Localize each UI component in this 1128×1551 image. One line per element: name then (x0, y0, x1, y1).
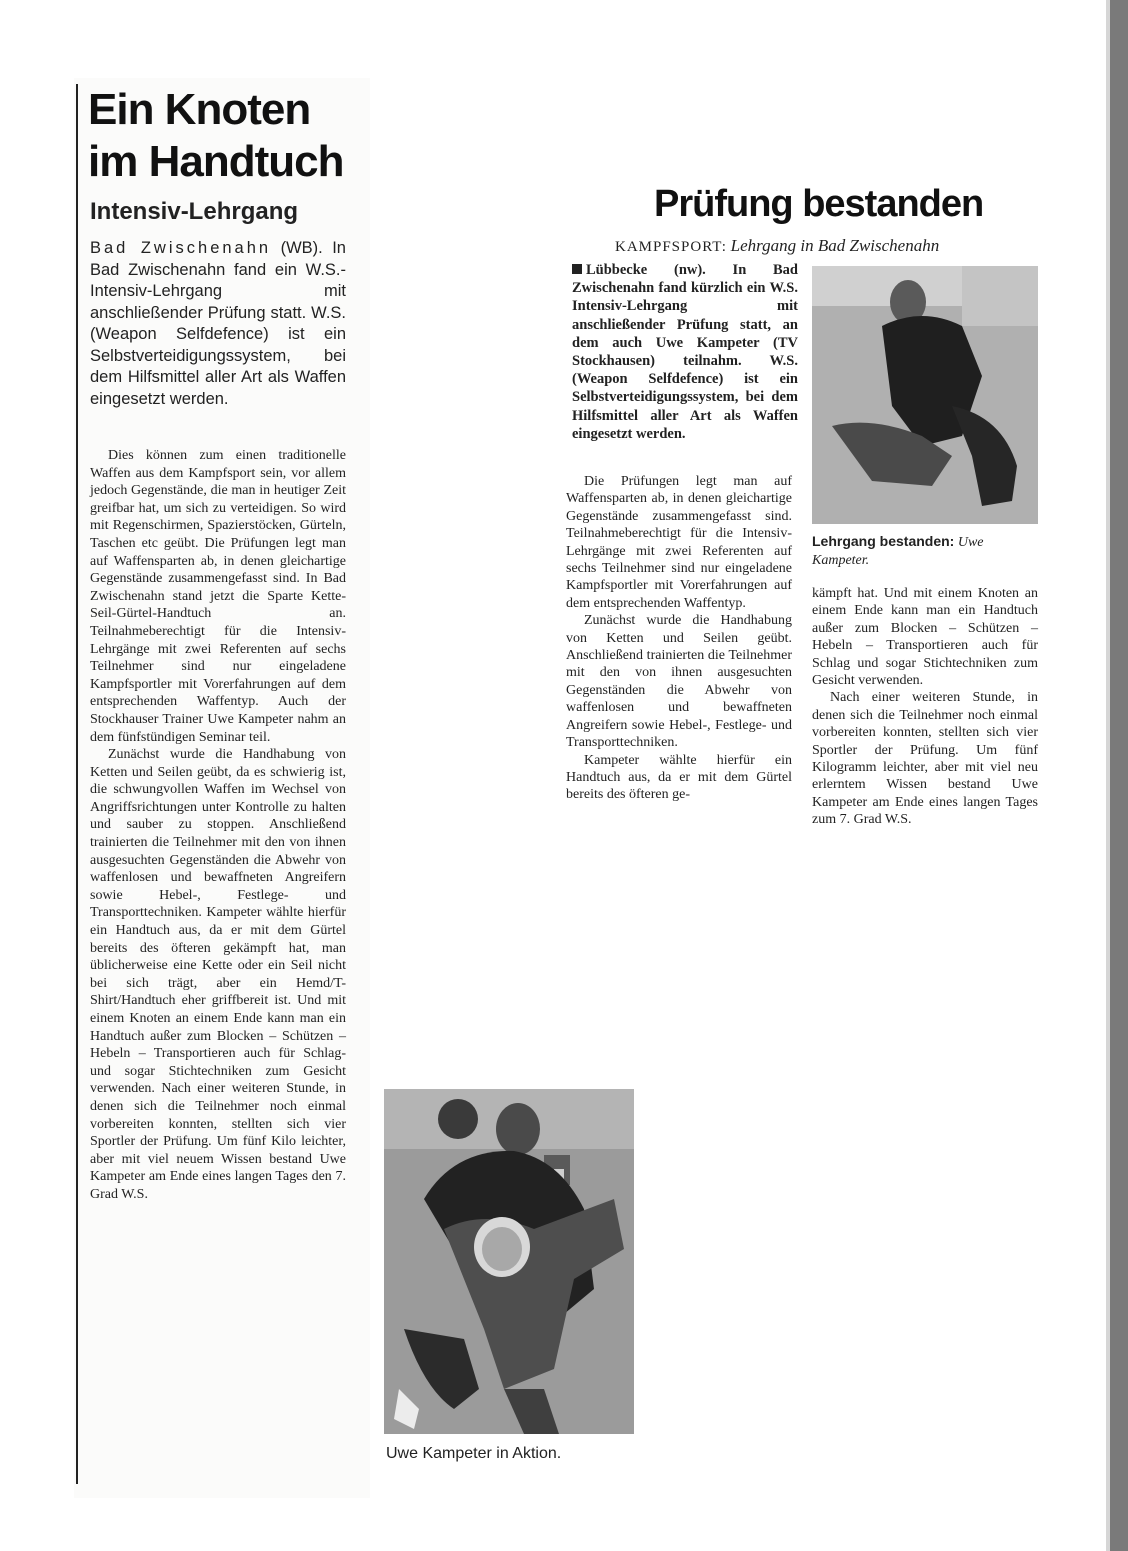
lead-text: (WB). In Bad Zwischenahn fand ein W.S.-Intensiv-Lehrgang mit anschließender Prüfung statt. W.S. (Weapon Selfdefence) ist ein Selbstverteidigungssystem, bei dem Hilfsmittel aller Art als Waffen eingesetzt werden. (90, 239, 346, 408)
column-rule (76, 84, 78, 1484)
photo-uwe-kampeter-in-aktion (384, 1089, 634, 1434)
subheadline-intensiv-lehrgang: Intensiv-Lehrgang (90, 198, 299, 225)
kicker-text: Lehrgang in Bad Zwischenahn (730, 236, 940, 255)
caption-bold: Lehrgang bestanden: (812, 533, 955, 549)
dateline-place: Bad Zwischenahn (90, 239, 272, 257)
lead-paragraph-bold (572, 261, 798, 443)
headline-ein-knoten: Ein Knoten im Handtuch (88, 85, 344, 186)
photo-image (384, 1089, 634, 1434)
body-paragraph: Zunächst wurde die Handhabung von Ketten und Seilen geübt. Anschließend trainierten die Teilnehmer mit den von ihnen ausgesuchten Gegenständen die Abwehr von waffenlosen und bewaffneten Angreifern sowie Hebel-, Festlege- und Transporttechniken. (566, 613, 792, 751)
kicker-label: KAMPFSPORT: (615, 239, 727, 255)
kicker (615, 236, 939, 256)
headline-pruefung-bestanden: Prüfung bestanden (654, 183, 984, 225)
body-paragraph-continuation: kämpft hat. Und mit einem Knoten an einem Ende kann man ein Handtuch außer zum Blocken – Schützen – Hebeln – Transportieren auch für Schlag und sogar Stichtechniken zum Gesicht verwenden. (812, 586, 1038, 689)
scan-edge (1110, 0, 1128, 1551)
photo-caption: Uwe Kampeter in Aktion. (386, 1445, 562, 1462)
lead-text: Lübbecke (nw). In Bad Zwischenahn fand kürzlich ein W.S. Intensiv-Lehrgang mit anschließender Prüfung statt, an dem auch Uwe Kampeter (TV Stockhausen) teilnahm. W.S. (Weapon Selfdefence) ist ein Selbstverteidigungssystem, bei dem Hilfsmittel aller Art als Waffen eingesetzt werden. (572, 262, 798, 442)
photo-lehrgang-bestanden (812, 266, 1038, 524)
body-paragraph: Nach einer weiteren Stunde, in denen sich die Teilnehmer noch einmal vorbereiten konnten, stellten sich vier Sportler der Prüfung. Um fünf Kilogramm leichter, aber mit viel neu erlerntem Wissen bestand Uwe Kampeter am Ende eines langen Tages zum 7. Grad W.S. (812, 690, 1038, 828)
body-paragraph: Kampeter wählte hierfür ein Handtuch aus, da er mit dem Gürtel bereits des öfteren ge- (566, 752, 792, 803)
photo-caption (812, 532, 1038, 570)
square-bullet-icon (572, 264, 582, 274)
body-paragraph: Dies können zum einen traditionelle Waffen aus dem Kampfsport sein, vor allem jedoch Gegenstände, die man in heutiger Zeit greifbar hat, um sich zu verteidigen. So wird mit Regenschirmen, Spazierstöcken, Gürteln, Taschen etc geübt. Die Prüfungen legt man auf Waffensparten ab, in denen gleichartige Gegenstände zusammengefasst sind. In Bad Zwischenahn stand jetzt die Sparte Kette-Seil-Gürtel-Handtuch an. Teilnahmeberechtigt für die Intensiv-Lehrgänge mit zwei Referenten auf sechs Teilnehmer sind nur eingeladene Kampfsportler mit Vorerfahrungen auf dem entsprechenden Waffentyp. Auch der Stockhauser Trainer Uwe Kampeter nahm an dem fünfstündigen Seminar teil. (90, 448, 346, 745)
caption-italic: Uwe Kampeter. (812, 535, 984, 568)
body-paragraph: Zunächst wurde die Handhabung von Ketten und Seilen geübt, da es schwierig ist, die schwungvollen Waffen im Wechsel von Angriffsrichtungen unter Kontrolle zu halten und sauber zu stoppen. Anschließend trainierten die Teilnehmer mit den von ihnen ausgesuchten Gegenständen die Abwehr von waffenlosen und bewaffneten Angreifern sowie Hebel-, Festlege- und Transporttechniken. Kampeter wählte hierfür ein Handtuch aus, da er mit dem Gürtel bereits des öfteren gekämpft hat, man üblicherweise eine Kette oder ein Seil nicht bei sich trägt, aber ein Hemd/T-Shirt/Handtuch eher griffbereit ist. Und mit einem Knoten an einem Ende kann man ein Handtuch außer zum Blocken – Schützen – Hebeln – Transportieren auch für Schlag- und sogar Stichtechniken zum Gesicht verwenden. Nach einer weiteren Stunde, in denen sich die Teilnehmer noch einmal vorbereiten konnten, stellten sich vier Sportler der Prüfung. Um fünf Kilo leichter, aber mit viel neuem Wissen bestand Uwe Kampeter am Ende eines langen Tages den 7. Grad W.S. (90, 747, 346, 1202)
article-body-ein-knoten (90, 447, 346, 1204)
photo-image (812, 266, 1038, 524)
lead-paragraph (90, 238, 346, 410)
article-body-pruefung-col2 (812, 585, 1038, 829)
body-paragraph: Die Prüfungen legt man auf Waffensparten ab, in denen gleichartige Gegenstände zusammengefasst sind. Teilnahmeberechtigt für die Intensiv-Lehrgänge mit zwei Referenten auf sechs Teilnehmer sind nur eingeladene Kampfsportler mit Vorerfahrungen auf dem entsprechenden Waffentyp. (566, 474, 792, 611)
article-body-pruefung-col1 (566, 473, 792, 804)
